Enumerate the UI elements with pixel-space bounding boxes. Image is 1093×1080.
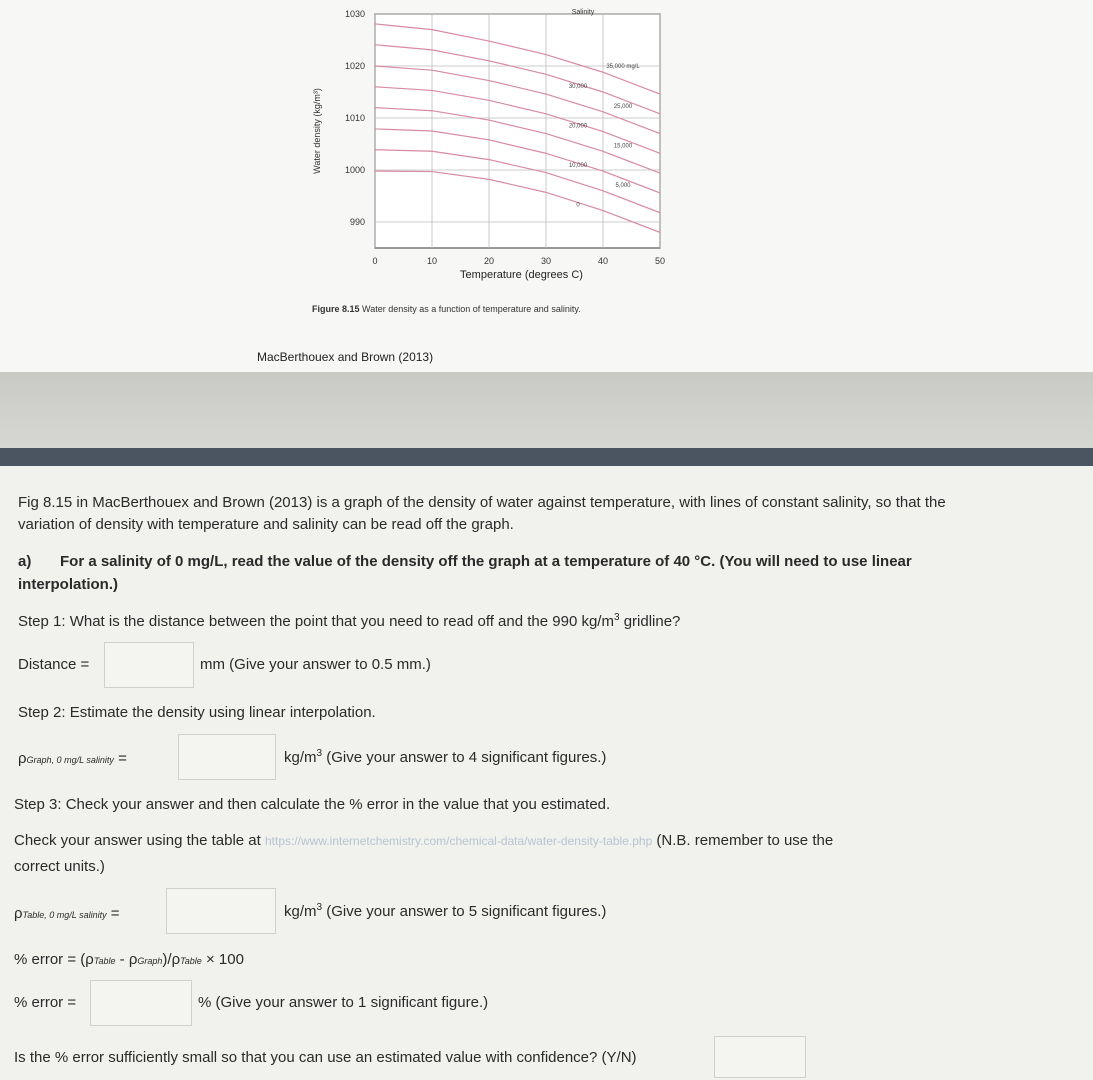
x-tick-label: 30 — [540, 256, 552, 266]
part-a-text-line2: interpolation.) — [18, 576, 118, 593]
x-tick-label: 10 — [426, 256, 438, 266]
y-tick-label: 1000 — [344, 165, 365, 175]
x-tick-label: 0 — [372, 256, 378, 266]
rho-graph-unit-sup: 3 — [316, 748, 323, 759]
error-input[interactable] — [90, 980, 192, 1026]
formula-sub-table-1: Table — [93, 956, 116, 966]
formula-left: % error = ( — [14, 951, 86, 968]
step1-tail: gridline? — [619, 613, 681, 630]
question-header-bar — [0, 448, 1093, 466]
figure-caption-text: Water density as a function of temperature and salinity. — [362, 304, 581, 314]
step2-text: Step 2: Estimate the density using linear interpolation. — [18, 704, 376, 721]
rho-graph-label — [18, 750, 127, 767]
x-tick-label: 40 — [597, 256, 609, 266]
rho-table-symbol: ρ — [14, 905, 23, 922]
series-label: 10,000 — [568, 163, 588, 170]
figure-panel — [0, 0, 1093, 388]
x-axis-label: Temperature (degrees C) — [460, 269, 583, 281]
rho-graph-hint — [284, 748, 606, 766]
rho-table-hint-text: (Give your answer to 5 significant figures.) — [322, 903, 607, 920]
series-label: 25,000 — [613, 103, 633, 110]
x-tick-label: 20 — [483, 256, 495, 266]
check-text-line2: correct units.) — [14, 858, 105, 875]
check-suffix: (N.B. remember to use the — [652, 832, 834, 849]
step1-sup: 3 — [613, 612, 620, 623]
formula-rho-1: ρ — [85, 951, 94, 968]
y-tick-label: 1020 — [344, 61, 365, 71]
rho-graph-hint-text: (Give your answer to 4 significant figures.) — [322, 749, 607, 766]
distance-input[interactable] — [104, 642, 194, 688]
formula-sub-graph: Graph — [137, 956, 163, 966]
rho-table-unit-sup: 3 — [316, 902, 323, 913]
part-a-label: a) — [18, 553, 32, 570]
step1-text — [18, 612, 680, 630]
formula-div: )/ — [162, 951, 172, 968]
y-tick-label: 990 — [349, 217, 365, 227]
check-prefix: Check your answer using the table at — [14, 832, 265, 849]
series-label: 0 — [576, 202, 580, 209]
rho-table-label — [14, 905, 120, 922]
intro-text-line2: variation of density with temperature and salinity can be read off the graph. — [18, 516, 514, 533]
part-a-text-line1: For a salinity of 0 mg/L, read the value of the density off the graph at a temperature of 40 °C. (You will need to use linear — [60, 553, 912, 570]
rho-table-input[interactable] — [166, 888, 276, 934]
rho-table-equals: = — [110, 905, 120, 922]
check-text-line1 — [14, 832, 833, 849]
page-divider-band — [0, 372, 1093, 448]
series-label: 35,000 mg/L — [606, 64, 640, 71]
rho-table-unit: kg/m — [284, 903, 317, 920]
rho-graph-subscript: Graph, 0 mg/L salinity — [26, 755, 114, 765]
figure-caption-label: Figure 8.15 — [312, 304, 360, 314]
formula-rho-3: ρ — [171, 951, 181, 968]
rho-table-subscript: Table, 0 mg/L salinity — [22, 910, 107, 920]
y-axis-label: Water density (kg/m³) — [312, 88, 322, 174]
final-question: Is the % error sufficiently small so that you can use an estimated value with confidence? (Y/N) — [14, 1049, 637, 1066]
series-label: 20,000 — [568, 123, 588, 130]
formula-tail: × 100 — [201, 951, 244, 968]
density-chart — [300, 0, 680, 300]
distance-hint: mm (Give your answer to 0.5 mm.) — [200, 656, 431, 673]
formula-rho-2: ρ — [128, 951, 138, 968]
figure-source: MacBerthouex and Brown (2013) — [257, 350, 434, 364]
error-formula — [14, 951, 244, 968]
legend-title: Salinity — [571, 8, 595, 16]
formula-sub-table-2: Table — [180, 956, 202, 966]
rho-graph-input[interactable] — [178, 734, 276, 780]
y-tick-label: 1010 — [344, 113, 365, 123]
y-tick-label: 1030 — [344, 9, 365, 19]
distance-label: Distance = — [18, 656, 90, 673]
rho-table-hint — [284, 902, 606, 920]
final-answer-input[interactable] — [714, 1036, 806, 1078]
formula-minus: - — [115, 951, 129, 968]
intro-text-line1: Fig 8.15 in MacBerthouex and Brown (2013) is a graph of the density of water against temperature, with lines of constant salinity, so that the — [18, 494, 946, 511]
step1-main: Step 1: What is the distance between the point that you need to read off and the 990 kg/m — [18, 613, 614, 630]
step3-text: Step 3: Check your answer and then calculate the % error in the value that you estimated. — [14, 796, 611, 813]
series-label: 5,000 — [615, 182, 631, 189]
series-label: 30,000 — [568, 84, 588, 90]
error-hint: % (Give your answer to 1 significant figure.) — [198, 994, 489, 1011]
density-table-link[interactable]: https://www.internetchemistry.com/chemical-data/water-density-table.php — [264, 834, 653, 848]
rho-graph-unit: kg/m — [284, 749, 317, 766]
series-label: 15,000 — [613, 143, 633, 150]
figure-caption — [312, 304, 581, 314]
density-chart-svg — [300, 0, 680, 300]
rho-graph-symbol: ρ — [18, 750, 27, 767]
x-tick-label: 50 — [654, 256, 666, 266]
rho-graph-equals: = — [118, 750, 127, 767]
error-label: % error = — [14, 994, 77, 1011]
